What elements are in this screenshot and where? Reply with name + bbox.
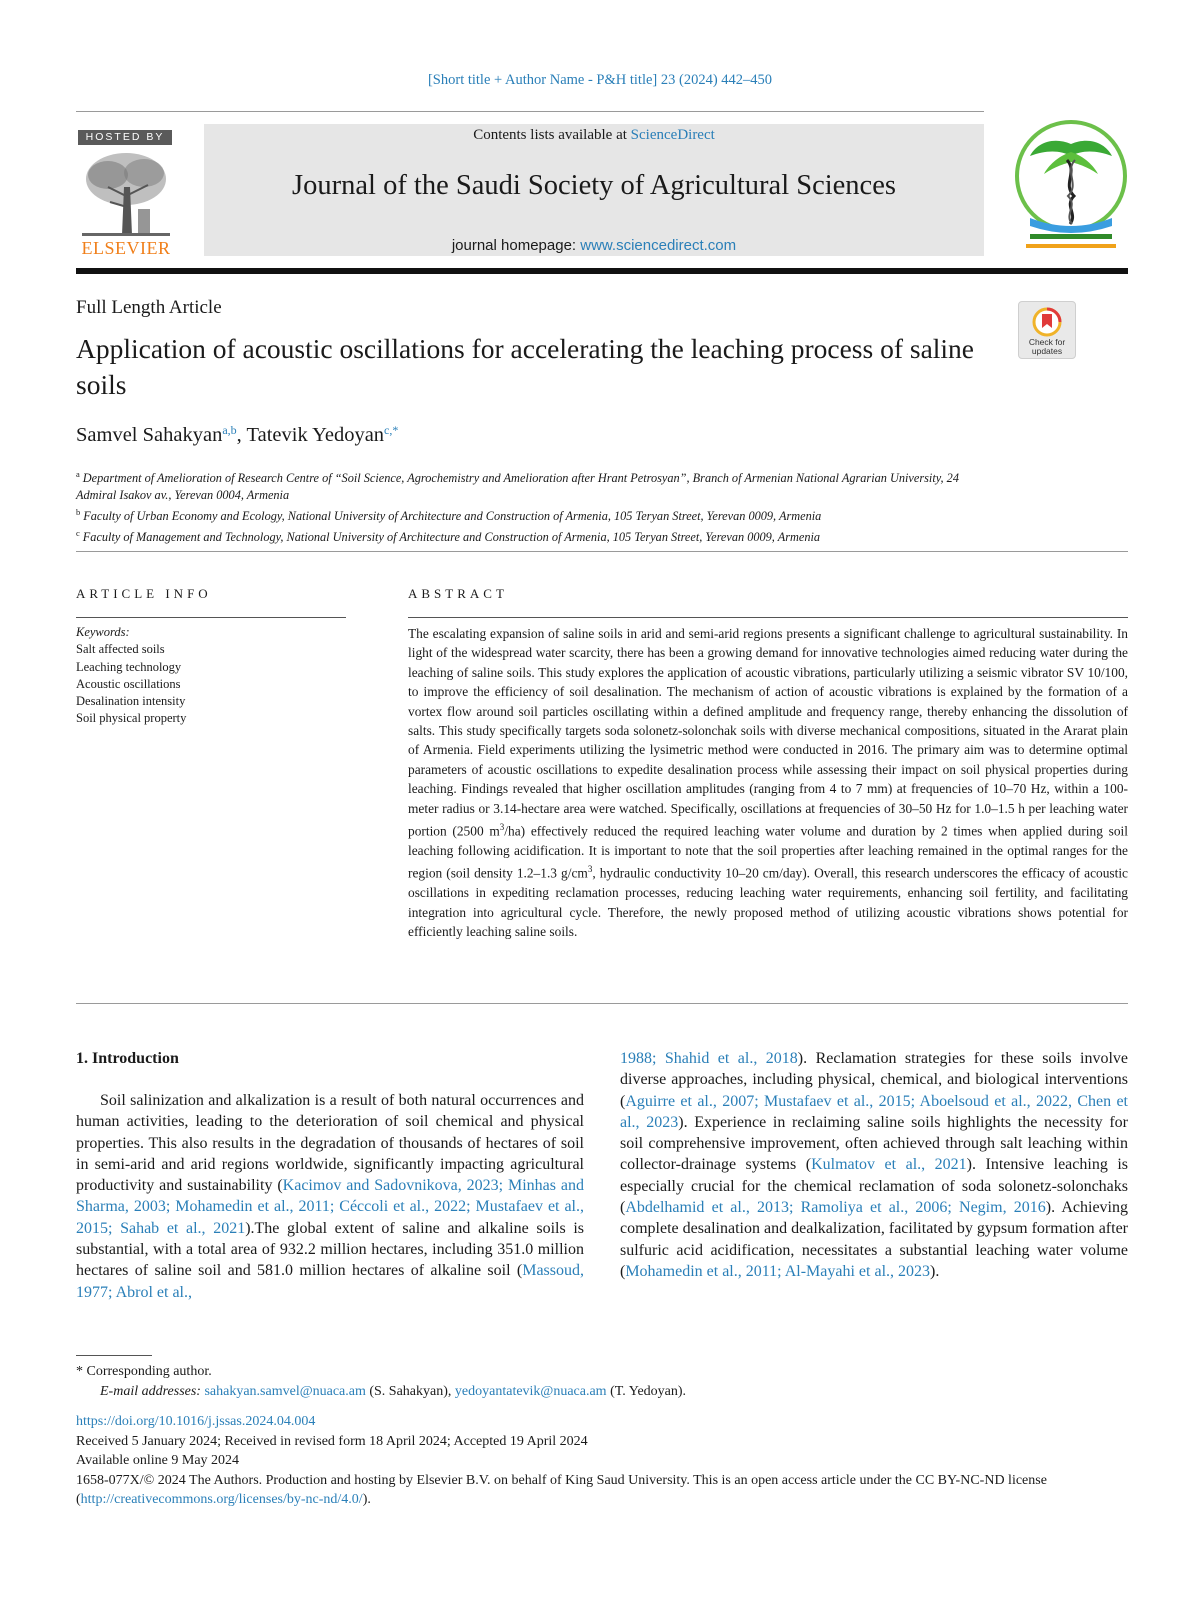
keywords-label: Keywords:	[76, 625, 130, 639]
citation-link[interactable]: Kacimov and Sadovnikova, 2023; Minhas and Sharma, 2003; Mohamedin et al., 2011; Céccoli et al., 2022; Mustafaev et al., 2015; Sahab et al., 2021	[76, 1177, 585, 1237]
running-head: [Short title + Author Name - P&H title] 23 (2024) 442–450	[427, 72, 773, 88]
affiliation-mark: a	[76, 469, 80, 479]
available-online: Available online 9 May 2024	[76, 1453, 240, 1468]
article-info-heading: ARTICLE INFO	[76, 586, 212, 601]
affiliation-c	[76, 525, 996, 546]
body-text: ). Achieving complete desalination and dealkalization, facilitated by gypsum formation after sulfuric acid acidification, necessitates a substantial leaching water volume (	[620, 1199, 1128, 1280]
body-text: ).The global extent of saline and alkaline soils is substantial, with a total area of 932.2 million hectares, including 351.0 million hectares of saline soil and 581.0 million hectares of alkaline soil (	[76, 1219, 585, 1280]
header-rule	[76, 111, 984, 112]
license-prefix: 1658-077X/© 2024 The Authors. Production and hosting by Elsevier B.V. on behalf of King Saud University. This is an open access article under the CC BY-NC-ND license (	[76, 1472, 1047, 1507]
author-name: Tatevik Yedoyan	[246, 424, 385, 446]
citation-link[interactable]: Kulmatov et al., 2021	[811, 1156, 967, 1174]
author-list: Samvel Sahakyan$^{a,b}$, Tatevik Yedoyan$^{c,*}$	[76, 423, 399, 446]
license-text	[76, 1471, 1128, 1510]
keyword-item: Desalination intensity	[76, 694, 186, 709]
keyword-item: Soil physical property	[76, 711, 187, 726]
email-link[interactable]: yedoyantatevik@nuaca.am	[454, 1384, 607, 1399]
body-text: ). Experience in reclaiming saline soils highlights the necessity for soil comprehensive improvement, often achieved through salt leaching within collector-drainage systems (	[620, 1113, 1129, 1174]
affiliation-text: Faculty of Management and Technology, National University of Architecture and Construction of Armenia, 105 Teryan Street, Yerevan 0009, Armenia	[82, 530, 821, 545]
affiliation-mark: c	[76, 528, 80, 539]
publication-info	[76, 1412, 1128, 1510]
keyword-item: Salt affected soils	[76, 642, 165, 657]
article-type: Full Length Article	[76, 297, 222, 318]
corresponding-author-note: * Corresponding author.	[76, 1364, 212, 1379]
body-text: ). Intensive leaching is especially crucial for the chemical reclamation of soda solonetz-solonchaks (	[620, 1156, 1128, 1217]
author-affil-marks[interactable]: a,b	[222, 423, 237, 437]
body-column-left	[76, 1090, 584, 1303]
crossmark-label: Check for updates	[1028, 337, 1066, 356]
header-thick-rule	[76, 268, 1128, 274]
citation-link[interactable]: Massoud, 1977; Abrol et al.,	[76, 1262, 584, 1301]
elsevier-logo[interactable]	[78, 130, 174, 258]
elsevier-wordmark: ELSEVIER	[81, 238, 171, 258]
body-column-right	[620, 1048, 1128, 1282]
paper-title: Application of acoustic oscillations for accelerating the leaching process of saline soils	[76, 333, 975, 400]
footnote	[76, 1362, 1128, 1402]
email-label: E-mail addresses:	[100, 1384, 201, 1399]
homepage-prefix: journal homepage:	[451, 237, 581, 254]
homepage-link[interactable]: www.sciencedirect.com	[580, 237, 737, 254]
author-name: Samvel Sahakyan	[76, 424, 223, 446]
abstract-heading: ABSTRACT	[408, 586, 508, 601]
email-link[interactable]: sahakyan.samvel@nuaca.am	[204, 1384, 366, 1399]
crossmark-icon	[1019, 304, 1075, 340]
author-affil-marks[interactable]: c,*	[384, 423, 399, 437]
contents-prefix: Contents lists available at	[473, 127, 631, 143]
affiliation-text: Faculty of Urban Economy and Ecology, National University of Architecture and Construction of Armenia, 105 Teryan Street, Yerevan 0009, Armenia	[83, 509, 822, 524]
affiliation-list	[76, 466, 996, 546]
saudi-society-logo[interactable]	[1012, 116, 1130, 256]
abstract-part: , hydraulic conductivity 10–20 cm/day). Overall, this research underscores the efficacy of acoustic oscillations in expediting reclamation processes, reducing leaching water requirements, enhancing soil fertility, and facilitating integration into agricultural cycle. Therefore, the newly proposed method of utilizing acoustic vibrations shows potential for efficiently leaching saline soils.	[408, 865, 1128, 940]
divider	[408, 617, 1128, 618]
hosted-by-label: HOSTED BY	[78, 130, 172, 145]
affiliation-b	[76, 504, 996, 525]
keyword-item: Acoustic oscillations	[76, 676, 181, 691]
body-text: Soil salinization and alkalization is a result of both natural occurrences and human activities, leading to the deterioration of soil chemical and physical properties. This also results in the degradation of thousands of hectares of soil in semi-arid and arid regions worldwide, significantly impacting agricultural productivity and sustainability (	[76, 1092, 584, 1195]
email-line	[76, 1382, 1128, 1402]
divider	[76, 551, 1128, 552]
divider	[76, 617, 346, 618]
license-link[interactable]: http://creativecommons.org/licenses/by-nc-nd/4.0/	[80, 1492, 363, 1507]
citation-link[interactable]: Aguirre et al., 2007; Mustafaev et al., 2015; Aboelsoud et al., 2022, Chen et al., 2023	[620, 1092, 1128, 1131]
citation-link[interactable]: Abdelhamid et al., 2013; Ramoliya et al., 2006; Negim, 2016	[625, 1199, 1046, 1217]
abstract-part: The escalating expansion of saline soils in arid and semi-arid regions presents a significant challenge to agricultural sustainability. In light of the widespread water scarcity, there has been a growing demand for innovative technologies aimed reducing water during the leaching of saline soils. This study explores the application of acoustic vibrations, particularly utilizing a seismic vibrator SV 10/100, to improve the efficiency of soil desalination. The mechanism of action of acoustic vibrations is explained by the formation of a vortex flow around soil particles oscillating within a defined amplitude and frequency range, thereby enhancing the dissolution of salts. This study specifically targets soda solonetz-solonchak soils with diverse mechanical compositions, situated in the Ararat plain of Armenia. Field experiments utilizing the lysimetric method were conducted in 2016. The primary aim was to determine optimal parameters of acoustic oscillations to expedite desalination process while assessing their impact on soil physical properties during leaching. Findings revealed that higher oscillation amplitudes (ranging from 4 to 7 mm) at frequencies of 10–70 Hz, within a 100-meter radius or 3.14-hectare area were watched. Specifically, oscillations at frequencies of 30–50 Hz for 1.0–1.5 h per leaching water portion (2500 m	[408, 626, 1128, 839]
footnote-rule	[76, 1355, 152, 1356]
journal-title: Journal of the Saudi Society of Agricultural Sciences	[292, 170, 896, 201]
affiliation-a	[76, 466, 996, 504]
citation-link[interactable]: Mohamedin et al., 2011; Al-Mayahi et al., 2023	[625, 1262, 931, 1280]
keywords-block	[76, 624, 346, 728]
keyword-item: Leaching technology	[76, 659, 182, 674]
received-dates: Received 5 January 2024; Received in revised form 18 April 2024; Accepted 19 April 2024	[76, 1433, 588, 1449]
abstract-text	[408, 624, 1128, 941]
license-suffix: ).	[362, 1492, 371, 1507]
doi-link[interactable]: https://doi.org/10.1016/j.jssas.2024.04.004	[76, 1414, 316, 1429]
journal-banner	[204, 124, 984, 256]
affiliation-mark: b	[76, 507, 81, 518]
homepage-line	[204, 237, 984, 254]
divider	[76, 1003, 1128, 1004]
body-text: ).	[930, 1262, 940, 1280]
sciencedirect-link[interactable]: ScienceDirect	[630, 127, 715, 143]
body-text: ). Reclamation strategies for these soils involve diverse approaches, including physical, chemical, and biological interventions (	[620, 1050, 1128, 1110]
abstract-part: /ha) effectively reduced the required leaching water volume and duration by 2 times when applied during soil leaching following acidification. It is important to note that the soil properties after leaching remained in the optimal ranges for the region (soil density 1.2–1.3 g/cm	[408, 823, 1128, 881]
contents-line	[204, 127, 984, 144]
superscript: 3	[587, 864, 593, 875]
check-for-updates-button[interactable]	[1018, 301, 1076, 359]
email-owner: (T. Yedoyan).	[606, 1384, 687, 1399]
elsevier-tree-icon	[78, 147, 174, 239]
section-heading-introduction: 1. Introduction	[76, 1050, 179, 1067]
email-owner: (S. Sahakyan),	[365, 1384, 455, 1399]
superscript: 3	[499, 822, 505, 833]
affiliation-text: Department of Amelioration of Research Centre of “Soil Science, Agrochemistry and Amelioration after Hrant Petrosyan”, Branch of Armenian National Agrarian University, 24 Admiral Isakov av., Yerevan 0004, Armenia	[76, 471, 959, 503]
citation-link[interactable]: 1988; Shahid et al., 2018	[620, 1050, 798, 1067]
